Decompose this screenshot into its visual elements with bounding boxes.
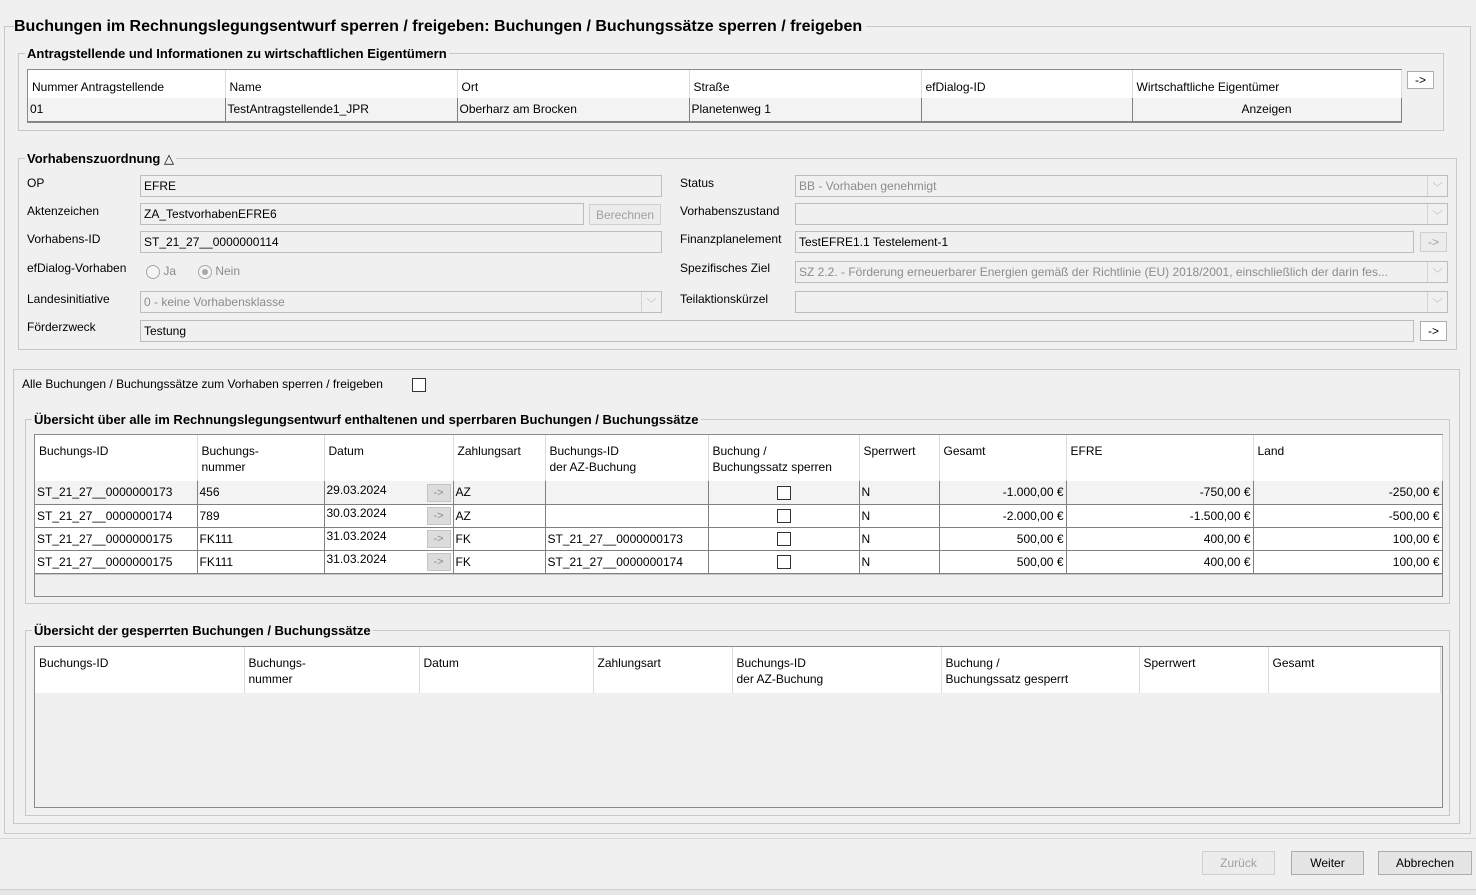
- row-az-id: ST_21_27__0000000173: [545, 527, 708, 550]
- sperren-checkbox[interactable]: [777, 532, 791, 546]
- row-buchungs-id: ST_21_27__0000000173: [35, 481, 197, 504]
- col-buchungsnummer-line1: Buchungs-: [201, 444, 259, 458]
- status-value: BB - Vorhaben genehmigt: [799, 179, 937, 193]
- table-row[interactable]: [35, 527, 1442, 550]
- row-datum-value: 31.03.2024: [326, 529, 387, 543]
- row-sperrwert: N: [859, 504, 939, 527]
- landesinitiative-dropdown[interactable]: [140, 291, 662, 313]
- row-efre: -750,00 €: [1066, 481, 1253, 504]
- antrag-ort: Oberharz am Brocken: [457, 98, 689, 121]
- efdialog-vorhaben-label: efDialog-Vorhaben: [27, 261, 127, 275]
- table-row[interactable]: [35, 504, 1442, 527]
- antrag-row[interactable]: [28, 98, 1401, 121]
- table-empty-area: [35, 574, 1442, 596]
- landesinitiative-value: 0 - keine Vorhabensklasse: [144, 295, 285, 309]
- row-zahlungsart: AZ: [453, 481, 545, 504]
- col-datum: Datum: [419, 647, 593, 693]
- alle-sperren-label: Alle Buchungen / Buchungssätze zum Vorhaben sperren / freigeben: [22, 377, 383, 391]
- col-gesperrt-line1: Buchung /: [945, 656, 1000, 670]
- col-name: Name: [225, 70, 457, 98]
- spezifisches-ziel-label: Spezifisches Ziel: [680, 261, 771, 275]
- op-label: OP: [27, 176, 45, 190]
- status-label: Status: [680, 176, 715, 190]
- antrag-legend: Antragstellende und Informationen zu wirtschaftlichen Eigentümern: [27, 46, 447, 61]
- row-nummer: 789: [197, 504, 324, 527]
- table-row[interactable]: [35, 550, 1442, 573]
- vorhabenszustand-dropdown[interactable]: [795, 203, 1448, 225]
- op-field[interactable]: EFRE: [140, 175, 662, 197]
- datum-nav-button[interactable]: ->: [427, 553, 451, 571]
- vorhabens-id-label: Vorhabens-ID: [27, 232, 101, 246]
- row-sperrwert: N: [859, 481, 939, 504]
- row-nummer: FK111: [197, 550, 324, 573]
- row-zahlungsart: AZ: [453, 504, 545, 527]
- row-buchungs-id: ST_21_27__0000000174: [35, 504, 197, 527]
- row-land: 100,00 €: [1253, 527, 1442, 550]
- col-buchungsnummer-line2: nummer: [248, 672, 293, 686]
- row-land: -250,00 €: [1253, 481, 1442, 504]
- alle-sperren-checkbox[interactable]: [412, 378, 426, 392]
- row-az-id: [545, 504, 708, 527]
- col-az-buchung: [545, 435, 708, 481]
- zurueck-button[interactable]: Zurück: [1202, 851, 1275, 875]
- col-gesperrt: [941, 647, 1139, 693]
- gesperrt-table: [34, 646, 1443, 808]
- triangle-up-icon[interactable]: △: [164, 151, 174, 166]
- col-strasse: Straße: [689, 70, 921, 98]
- ja-radio[interactable]: [146, 264, 176, 279]
- finanzplanelement-nav-button[interactable]: ->: [1420, 232, 1447, 252]
- row-sperren: [708, 527, 859, 550]
- row-land: 100,00 €: [1253, 550, 1442, 573]
- col-buchungsnummer: [197, 435, 324, 481]
- uebersicht-table: [34, 434, 1443, 597]
- sperren-checkbox[interactable]: [777, 509, 791, 523]
- bottom-bar: [0, 889, 1476, 895]
- row-gesamt: 500,00 €: [939, 550, 1066, 573]
- row-gesamt: -2.000,00 €: [939, 504, 1066, 527]
- col-az-line2: der AZ-Buchung: [736, 672, 824, 686]
- aktenzeichen-label: Aktenzeichen: [27, 204, 100, 218]
- antrag-table: [27, 69, 1402, 123]
- col-az-line2: der AZ-Buchung: [549, 460, 637, 474]
- uebersicht-legend: Übersicht über alle im Rechnungslegungsentwurf enthaltenen und sperrbaren Buchungen / Buchungssätze: [34, 412, 699, 427]
- chevron-down-icon[interactable]: ﹀: [1427, 204, 1447, 224]
- vorhabenszustand-label: Vorhabenszustand: [680, 204, 780, 218]
- col-gesamt: Gesamt: [1268, 647, 1440, 693]
- row-datum: [324, 550, 453, 573]
- datum-nav-button[interactable]: ->: [427, 530, 451, 548]
- row-sperren: [708, 550, 859, 573]
- vorhaben-legend-text: Vorhabenszuordnung: [27, 151, 161, 166]
- sperren-checkbox[interactable]: [777, 486, 791, 500]
- chevron-down-icon[interactable]: ﹀: [1427, 262, 1447, 282]
- datum-nav-button[interactable]: ->: [427, 484, 451, 502]
- nein-radio-icon[interactable]: [198, 265, 212, 279]
- status-dropdown[interactable]: [795, 175, 1448, 197]
- row-buchungs-id: ST_21_27__0000000175: [35, 527, 197, 550]
- foerderzweck-nav-button[interactable]: ->: [1420, 321, 1447, 341]
- chevron-down-icon[interactable]: ﹀: [1427, 292, 1447, 312]
- teilaktion-label: Teilaktionskürzel: [680, 292, 769, 306]
- row-datum: [324, 481, 453, 504]
- row-efre: 400,00 €: [1066, 527, 1253, 550]
- table-row[interactable]: [35, 481, 1442, 504]
- col-nummer: Nummer Antragstellende: [28, 70, 225, 98]
- antrag-nav-button[interactable]: ->: [1407, 71, 1434, 89]
- row-land: -500,00 €: [1253, 504, 1442, 527]
- vorhaben-legend: [25, 151, 176, 167]
- row-az-id: [545, 481, 708, 504]
- foerderzweck-label: Förderzweck: [27, 320, 96, 334]
- col-sperrwert: Sperrwert: [859, 435, 939, 481]
- nein-label: Nein: [215, 264, 241, 278]
- spezifisches-ziel-value: SZ 2.2. - Förderung erneuerbarer Energien gemäß der Richtlinie (EU) 2018/2001, einschließlich der darin fes...: [799, 265, 1388, 279]
- row-datum-value: 30.03.2024: [326, 506, 387, 520]
- col-zahlungsart: Zahlungsart: [453, 435, 545, 481]
- datum-nav-button[interactable]: ->: [427, 507, 451, 525]
- finanzplanelement-field[interactable]: TestEFRE1.1 Testelement-1: [795, 231, 1414, 253]
- abbrechen-button[interactable]: Abbrechen: [1378, 851, 1472, 875]
- col-buchungs-id: Buchungs-ID: [35, 647, 244, 693]
- row-az-id: ST_21_27__0000000174: [545, 550, 708, 573]
- row-gesamt: -1.000,00 €: [939, 481, 1066, 504]
- row-zahlungsart: FK: [453, 550, 545, 573]
- row-sperren: [708, 481, 859, 504]
- row-datum-value: 31.03.2024: [326, 552, 387, 566]
- row-nummer: FK111: [197, 527, 324, 550]
- landesinitiative-label: Landesinitiative: [27, 292, 110, 306]
- spezifisches-ziel-dropdown[interactable]: [795, 261, 1448, 283]
- sperren-checkbox[interactable]: [777, 555, 791, 569]
- col-sperrwert: Sperrwert: [1139, 647, 1268, 693]
- row-datum-value: 29.03.2024: [326, 482, 387, 497]
- col-datum: Datum: [324, 435, 453, 481]
- ja-radio-icon[interactable]: [146, 265, 160, 279]
- antrag-strasse: Planetenweg 1: [689, 98, 921, 121]
- foerderzweck-field[interactable]: Testung: [140, 320, 1414, 342]
- row-gesamt: 500,00 €: [939, 527, 1066, 550]
- col-buchungsnummer-line1: Buchungs-: [248, 656, 306, 670]
- footer-divider: [0, 838, 1476, 839]
- col-buchungsnummer: [244, 647, 419, 693]
- gesperrt-legend: Übersicht der gesperrten Buchungen / Buchungssätze: [34, 623, 371, 638]
- vorhabens-id-field[interactable]: ST_21_27__0000000114: [140, 231, 662, 253]
- row-sperrwert: N: [859, 550, 939, 573]
- col-az-line1: Buchungs-ID: [736, 656, 806, 670]
- col-az-line1: Buchungs-ID: [549, 444, 619, 458]
- row-zahlungsart: FK: [453, 527, 545, 550]
- teilaktion-dropdown[interactable]: [795, 291, 1448, 313]
- berechnen-button[interactable]: Berechnen: [589, 204, 661, 225]
- row-nummer: 456: [197, 481, 324, 504]
- antrag-nummer: 01: [28, 98, 225, 121]
- chevron-down-icon[interactable]: ﹀: [1427, 176, 1447, 196]
- row-datum: [324, 527, 453, 550]
- col-gesamt: Gesamt: [939, 435, 1066, 481]
- col-efdialog-id: efDialog-ID: [921, 70, 1132, 98]
- col-sperren-line2: Buchungssatz sperren: [712, 460, 832, 474]
- antrag-efdialog-id: [921, 98, 1132, 121]
- col-buchungsnummer-line2: nummer: [201, 460, 246, 474]
- col-eigentuemer: Wirtschaftliche Eigentümer: [1132, 70, 1401, 98]
- col-sperren: [708, 435, 859, 481]
- col-efre: EFRE: [1066, 435, 1253, 481]
- weiter-button[interactable]: Weiter: [1291, 851, 1364, 875]
- row-sperrwert: N: [859, 527, 939, 550]
- row-efre: -1.500,00 €: [1066, 504, 1253, 527]
- row-efre: 400,00 €: [1066, 550, 1253, 573]
- ja-label: Ja: [163, 264, 177, 278]
- row-buchungs-id: ST_21_27__0000000175: [35, 550, 197, 573]
- col-az-buchung: [732, 647, 941, 693]
- col-sperren-line1: Buchung /: [712, 444, 767, 458]
- col-gesperrt-line2: Buchungssatz gesperrt: [945, 672, 1069, 686]
- chevron-down-icon[interactable]: ﹀: [641, 292, 661, 312]
- col-land: Land: [1253, 435, 1442, 481]
- col-zahlungsart: Zahlungsart: [593, 647, 732, 693]
- col-buchungs-id: Buchungs-ID: [35, 435, 197, 481]
- row-datum: [324, 504, 453, 527]
- finanzplanelement-label: Finanzplanelement: [680, 232, 782, 246]
- anzeigen-button[interactable]: Anzeigen: [1132, 98, 1401, 121]
- col-ort: Ort: [457, 70, 689, 98]
- antrag-name: TestAntragstellende1_JPR: [225, 98, 457, 121]
- row-sperren: [708, 504, 859, 527]
- aktenzeichen-field[interactable]: ZA_TestvorhabenEFRE6: [140, 203, 584, 225]
- nein-radio[interactable]: [198, 264, 240, 279]
- page-title: Buchungen im Rechnungslegungsentwurf sperren / freigeben: Buchungen / Buchungssätze sperren / freigeben: [14, 18, 866, 36]
